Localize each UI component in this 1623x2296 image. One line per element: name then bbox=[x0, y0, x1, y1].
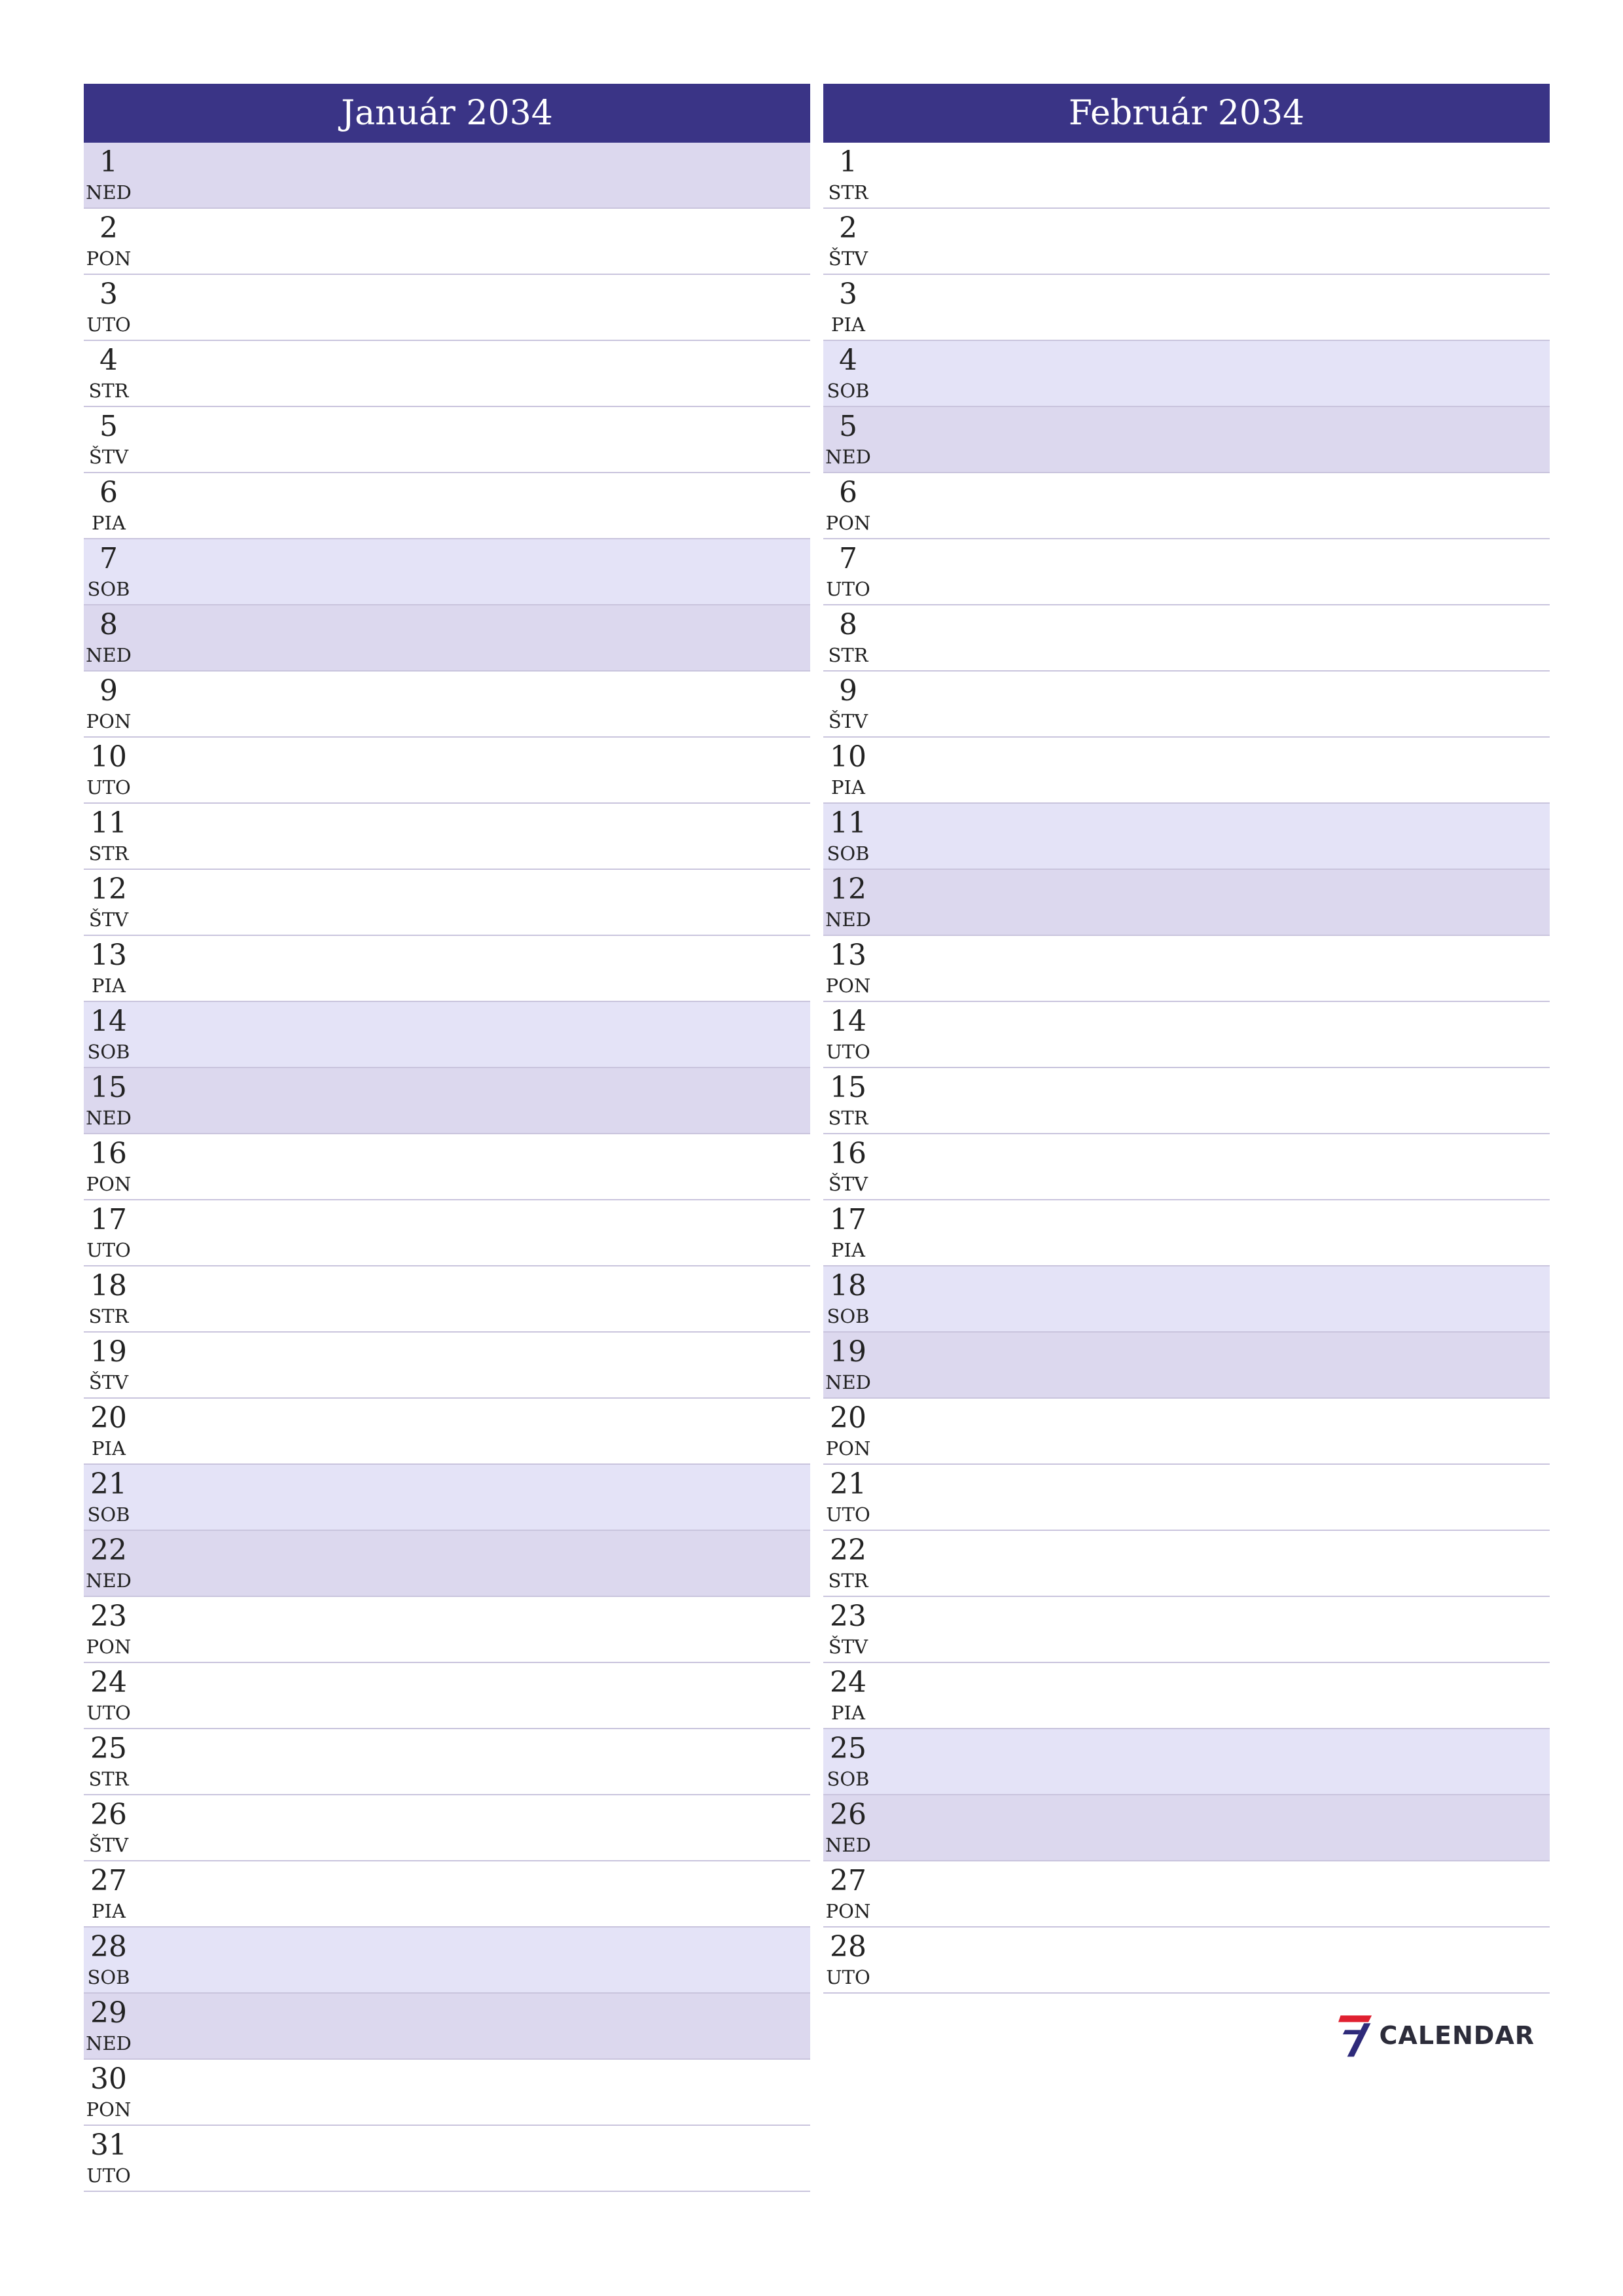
day-row bbox=[823, 870, 1550, 936]
day-row bbox=[823, 1002, 1550, 1068]
day-row bbox=[84, 1531, 810, 1597]
day-of-week: PIA bbox=[831, 1702, 865, 1724]
day-row bbox=[823, 1729, 1550, 1795]
day-row bbox=[84, 407, 810, 473]
day-of-week: UTO bbox=[826, 1041, 870, 1063]
day-number: 28 bbox=[90, 1930, 127, 1964]
day-row bbox=[823, 672, 1550, 738]
day-number: 11 bbox=[830, 806, 866, 840]
day-row bbox=[84, 2126, 810, 2192]
day-of-week: STR bbox=[88, 842, 129, 865]
day-number: 10 bbox=[90, 740, 127, 774]
day-of-week: UTO bbox=[826, 1966, 870, 1988]
day-number: 18 bbox=[90, 1269, 127, 1302]
day-number: 13 bbox=[830, 939, 866, 972]
day-of-week: UTO bbox=[86, 776, 131, 798]
day-row bbox=[823, 1928, 1550, 1994]
day-number: 19 bbox=[90, 1335, 127, 1369]
day-row bbox=[823, 605, 1550, 672]
day-of-week: SOB bbox=[827, 1305, 870, 1327]
month-title: Február 2034 bbox=[823, 84, 1550, 143]
day-number: 11 bbox=[90, 806, 127, 840]
day-number: 30 bbox=[90, 2062, 127, 2096]
day-of-week: PIA bbox=[92, 512, 126, 534]
day-of-week: PON bbox=[86, 710, 132, 732]
day-row bbox=[84, 473, 810, 539]
day-row bbox=[84, 1333, 810, 1399]
day-number: 6 bbox=[839, 476, 857, 509]
day-row bbox=[84, 738, 810, 804]
day-row bbox=[823, 1399, 1550, 1465]
day-number: 15 bbox=[830, 1071, 866, 1104]
day-row bbox=[84, 870, 810, 936]
day-of-week: UTO bbox=[86, 314, 131, 336]
day-row bbox=[84, 804, 810, 870]
day-of-week: PIA bbox=[831, 1239, 865, 1261]
day-row bbox=[823, 407, 1550, 473]
day-number: 4 bbox=[99, 344, 118, 377]
day-row bbox=[84, 1597, 810, 1663]
day-row bbox=[84, 1068, 810, 1134]
day-of-week: NED bbox=[86, 644, 132, 666]
day-row bbox=[823, 143, 1550, 209]
day-row bbox=[823, 1531, 1550, 1597]
day-number: 16 bbox=[90, 1137, 127, 1170]
day-number: 18 bbox=[830, 1269, 866, 1302]
day-of-week: ŠTV bbox=[828, 1636, 868, 1658]
day-row bbox=[84, 1729, 810, 1795]
day-number: 27 bbox=[90, 1864, 127, 1897]
day-row bbox=[823, 738, 1550, 804]
day-number: 4 bbox=[839, 344, 857, 377]
day-number: 29 bbox=[90, 1996, 127, 2030]
day-number: 9 bbox=[99, 674, 118, 708]
day-row bbox=[823, 1861, 1550, 1928]
day-row bbox=[84, 1861, 810, 1928]
day-number: 22 bbox=[830, 1534, 866, 1567]
day-row bbox=[823, 341, 1550, 407]
day-row bbox=[84, 936, 810, 1002]
day-of-week: SOB bbox=[87, 1503, 130, 1526]
day-of-week: PON bbox=[86, 1173, 132, 1195]
day-number: 23 bbox=[830, 1600, 866, 1633]
day-of-week: STR bbox=[828, 644, 868, 666]
day-row bbox=[823, 1597, 1550, 1663]
day-number: 12 bbox=[830, 872, 866, 906]
day-of-week: NED bbox=[825, 446, 871, 468]
day-number: 28 bbox=[830, 1930, 866, 1964]
day-row bbox=[823, 1134, 1550, 1200]
day-row bbox=[823, 473, 1550, 539]
day-of-week: NED bbox=[825, 908, 871, 931]
day-number: 25 bbox=[830, 1732, 866, 1765]
brand-text: CALENDAR bbox=[1379, 2021, 1535, 2050]
brand-logo bbox=[1338, 2009, 1535, 2062]
day-number: 12 bbox=[90, 872, 127, 906]
day-of-week: SOB bbox=[87, 1966, 130, 1988]
day-of-week: ŠTV bbox=[828, 1173, 868, 1195]
day-number: 22 bbox=[90, 1534, 127, 1567]
month-column-february bbox=[823, 84, 1550, 1994]
day-number: 2 bbox=[99, 211, 118, 245]
day-row bbox=[84, 539, 810, 605]
day-of-week: PIA bbox=[92, 975, 126, 997]
day-row bbox=[84, 143, 810, 209]
day-of-week: NED bbox=[825, 1834, 871, 1856]
day-row bbox=[84, 1795, 810, 1861]
day-of-week: STR bbox=[88, 1305, 129, 1327]
month-title: Január 2034 bbox=[84, 84, 810, 143]
day-of-week: NED bbox=[825, 1371, 871, 1393]
day-number: 9 bbox=[839, 674, 857, 708]
day-number: 21 bbox=[830, 1467, 866, 1501]
day-of-week: PON bbox=[825, 1437, 871, 1460]
day-of-week: PON bbox=[86, 2098, 132, 2121]
day-number: 21 bbox=[90, 1467, 127, 1501]
day-number: 1 bbox=[839, 145, 857, 179]
day-row bbox=[823, 539, 1550, 605]
day-number: 13 bbox=[90, 939, 127, 972]
day-of-week: NED bbox=[86, 2032, 132, 2054]
day-number: 8 bbox=[99, 608, 118, 641]
day-row bbox=[823, 1663, 1550, 1729]
day-row bbox=[84, 1266, 810, 1333]
day-of-week: PIA bbox=[831, 776, 865, 798]
day-number: 10 bbox=[830, 740, 866, 774]
day-number: 26 bbox=[90, 1798, 127, 1831]
day-number: 23 bbox=[90, 1600, 127, 1633]
day-of-week: PON bbox=[825, 1900, 871, 1922]
day-of-week: ŠTV bbox=[88, 908, 129, 931]
month-column-january bbox=[84, 84, 810, 2192]
day-of-week: NED bbox=[86, 181, 132, 204]
day-of-week: PIA bbox=[92, 1900, 126, 1922]
day-of-week: PON bbox=[825, 512, 871, 534]
day-of-week: UTO bbox=[826, 578, 870, 600]
day-row bbox=[84, 341, 810, 407]
day-of-week: STR bbox=[828, 181, 868, 204]
day-row bbox=[823, 1068, 1550, 1134]
day-row bbox=[84, 209, 810, 275]
day-number: 8 bbox=[839, 608, 857, 641]
day-number: 17 bbox=[90, 1203, 127, 1236]
day-of-week: STR bbox=[88, 1768, 129, 1790]
day-list bbox=[84, 143, 810, 2192]
day-of-week: PIA bbox=[92, 1437, 126, 1460]
day-of-week: PON bbox=[825, 975, 871, 997]
day-number: 25 bbox=[90, 1732, 127, 1765]
day-row bbox=[823, 936, 1550, 1002]
day-number: 24 bbox=[90, 1666, 127, 1699]
day-row bbox=[823, 275, 1550, 341]
day-row bbox=[84, 1200, 810, 1266]
day-number: 14 bbox=[90, 1005, 127, 1038]
day-of-week: STR bbox=[828, 1570, 868, 1592]
seven-logo-icon bbox=[1338, 2009, 1374, 2062]
day-of-week: SOB bbox=[87, 578, 130, 600]
day-number: 27 bbox=[830, 1864, 866, 1897]
day-number: 31 bbox=[90, 2128, 127, 2162]
day-of-week: ŠTV bbox=[828, 247, 868, 270]
day-of-week: UTO bbox=[86, 1702, 131, 1724]
day-number: 19 bbox=[830, 1335, 866, 1369]
day-row bbox=[84, 672, 810, 738]
day-number: 20 bbox=[90, 1401, 127, 1435]
day-number: 7 bbox=[99, 542, 118, 575]
day-of-week: PON bbox=[86, 1636, 132, 1658]
day-row bbox=[84, 1399, 810, 1465]
day-of-week: PON bbox=[86, 247, 132, 270]
day-number: 24 bbox=[830, 1666, 866, 1699]
day-of-week: SOB bbox=[87, 1041, 130, 1063]
day-row bbox=[823, 804, 1550, 870]
day-of-week: PIA bbox=[831, 314, 865, 336]
day-number: 3 bbox=[99, 278, 118, 311]
day-of-week: NED bbox=[86, 1107, 132, 1129]
day-row bbox=[823, 1333, 1550, 1399]
day-number: 14 bbox=[830, 1005, 866, 1038]
day-number: 3 bbox=[839, 278, 857, 311]
day-row bbox=[84, 1663, 810, 1729]
day-number: 5 bbox=[99, 410, 118, 443]
day-number: 16 bbox=[830, 1137, 866, 1170]
day-row bbox=[823, 1465, 1550, 1531]
day-of-week: UTO bbox=[826, 1503, 870, 1526]
day-row bbox=[823, 209, 1550, 275]
day-number: 6 bbox=[99, 476, 118, 509]
day-row bbox=[84, 1928, 810, 1994]
day-row bbox=[823, 1266, 1550, 1333]
day-row bbox=[84, 1465, 810, 1531]
day-row bbox=[823, 1795, 1550, 1861]
day-row bbox=[84, 1994, 810, 2060]
day-number: 1 bbox=[99, 145, 118, 179]
day-number: 26 bbox=[830, 1798, 866, 1831]
day-of-week: SOB bbox=[827, 380, 870, 402]
day-of-week: ŠTV bbox=[88, 1371, 129, 1393]
day-of-week: SOB bbox=[827, 842, 870, 865]
day-row bbox=[84, 605, 810, 672]
day-of-week: UTO bbox=[86, 1239, 131, 1261]
day-of-week: SOB bbox=[827, 1768, 870, 1790]
day-row bbox=[84, 1134, 810, 1200]
day-of-week: UTO bbox=[86, 2164, 131, 2187]
day-row bbox=[84, 275, 810, 341]
day-of-week: ŠTV bbox=[88, 1834, 129, 1856]
day-of-week: ŠTV bbox=[88, 446, 129, 468]
day-row bbox=[823, 1200, 1550, 1266]
day-row bbox=[84, 1002, 810, 1068]
day-number: 15 bbox=[90, 1071, 127, 1104]
day-of-week: ŠTV bbox=[828, 710, 868, 732]
day-number: 17 bbox=[830, 1203, 866, 1236]
day-row bbox=[84, 2060, 810, 2126]
day-of-week: STR bbox=[828, 1107, 868, 1129]
day-number: 20 bbox=[830, 1401, 866, 1435]
day-number: 5 bbox=[839, 410, 857, 443]
day-of-week: NED bbox=[86, 1570, 132, 1592]
day-list bbox=[823, 143, 1550, 1994]
day-number: 7 bbox=[839, 542, 857, 575]
day-number: 2 bbox=[839, 211, 857, 245]
day-of-week: STR bbox=[88, 380, 129, 402]
